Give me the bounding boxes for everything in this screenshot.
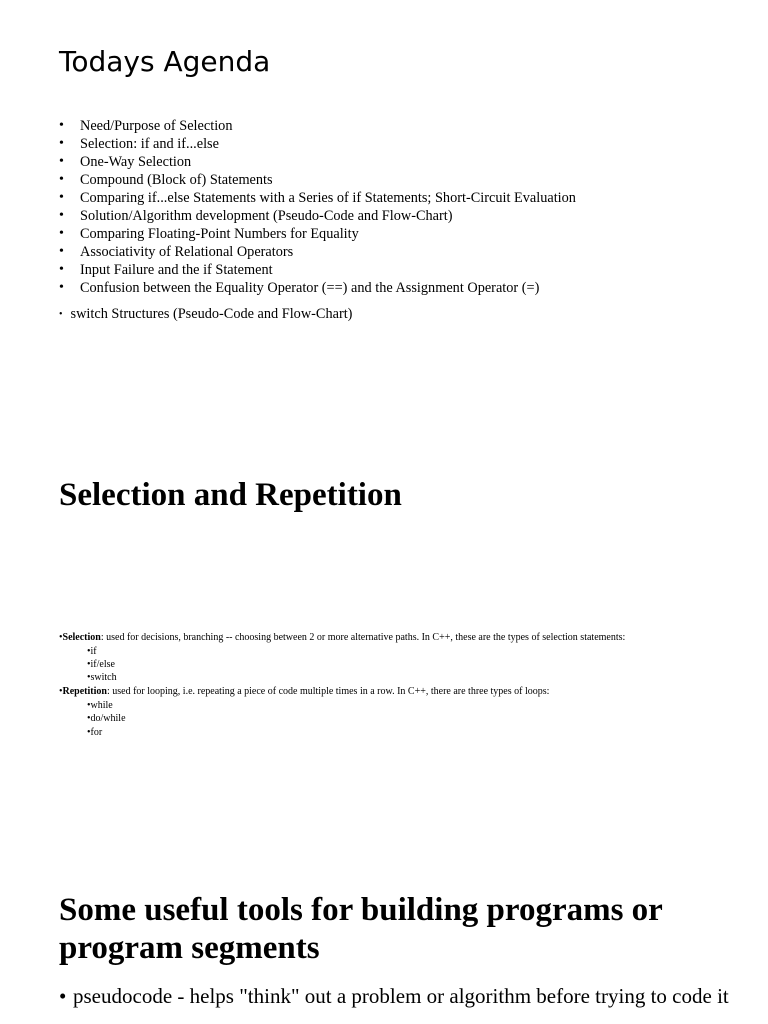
list-item: • Solution/Algorithm development (Pseudo-Code and Flow-Chart) <box>59 207 576 225</box>
list-item: • Comparing Floating-Point Numbers for Equality <box>59 225 576 243</box>
list-item: •if <box>87 646 97 657</box>
list-item: • Comparing if...else Statements with a Series of if Statements; Short-Circuit Evaluation <box>59 189 576 207</box>
list-item: • Need/Purpose of Selection <box>59 117 576 135</box>
bullet-icon: • <box>59 984 67 1008</box>
selection-text: : used for decisions, branching -- choosing between 2 or more alternative paths. In C++, these are the types of selection statements: <box>100 632 626 643</box>
selection-definition: •Selection: used for decisions, branching -- choosing between 2 or more alternative paths. In C++, these are the types of selection statements: <box>59 632 626 643</box>
bullet-icon: • <box>59 309 63 320</box>
selection-repetition-title: Selection and Repetition <box>59 477 402 513</box>
list-item: • Input Failure and the if Statement <box>59 261 576 279</box>
tools-bullet-text: pseudocode - helps "think" out a problem or algorithm before trying to code it <box>73 984 729 1008</box>
list-item: •switch <box>87 672 117 683</box>
tools-title: Some useful tools for building programs or program segments <box>59 892 663 966</box>
list-item: • Compound (Block of) Statements <box>59 171 576 189</box>
agenda-title: Todays Agenda <box>59 45 271 78</box>
list-item: • Associativity of Relational Operators <box>59 243 576 261</box>
agenda-extra-text: switch Structures (Pseudo-Code and Flow-Chart) <box>70 306 353 322</box>
agenda-extra-item <box>59 305 352 325</box>
list-item: • Confusion between the Equality Operator (==) and the Assignment Operator (=) <box>59 279 576 297</box>
agenda-list <box>59 117 576 297</box>
list-item: •do/while <box>87 713 126 724</box>
tools-bullet-item <box>59 984 739 1008</box>
list-item: •while <box>87 700 113 711</box>
list-item: •if/else <box>87 659 115 670</box>
repetition-term: Repetition <box>62 686 107 697</box>
repetition-definition: •Repetition: used for looping, i.e. repeating a piece of code multiple times in a row. In C++, there are three types of loops: <box>59 686 550 697</box>
list-item: •for <box>87 727 103 738</box>
list-item: • One-Way Selection <box>59 153 576 171</box>
repetition-text: : used for looping, i.e. repeating a piece of code multiple times in a row. In C++, there are three types of loops: <box>106 686 550 697</box>
selection-term: Selection <box>62 632 101 643</box>
list-item: • Selection: if and if...else <box>59 135 576 153</box>
